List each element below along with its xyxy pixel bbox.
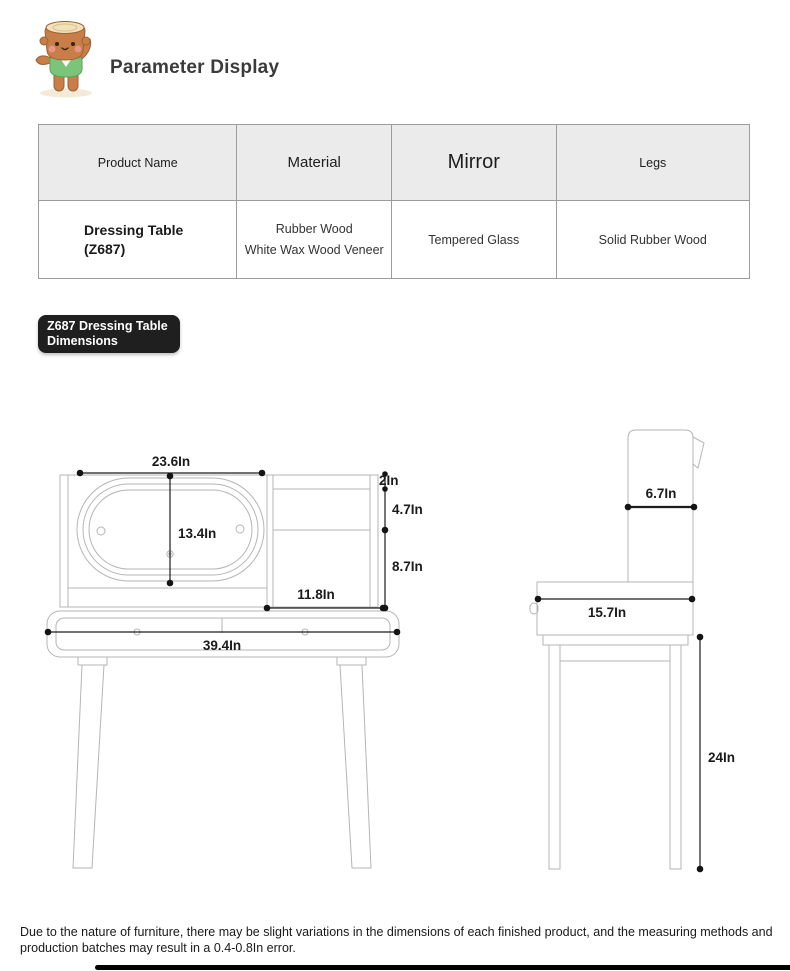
dim-overall-width: 39.4In [202,638,242,653]
disclaimer-line2: production batches may result in a 0.4-0.8In error. [20,941,296,955]
front-view-dimensions [45,454,423,653]
col-header-mirror: Mirror [392,125,557,201]
cell-legs: Solid Rubber Wood [557,201,749,278]
side-view [530,430,704,869]
leg-mount-right [337,657,366,665]
col-header-material: Material [237,125,392,201]
side-view-dimensions [535,486,735,872]
side-leg-right [670,645,681,869]
cell-product-name [39,201,237,278]
dim-shelf-width: 11.8In [297,587,335,602]
dim-upper-shelf: 4.7In [392,502,423,517]
side-leg-left [549,645,560,869]
material-line1: Rubber Wood [275,221,353,236]
dim-mirror-height: 13.4In [178,526,217,541]
dim-lower-shelf: 8.7In [392,559,423,574]
tree-stump-mascot-icon [30,13,100,99]
spec-table [38,124,750,279]
dim-mirror-depth: 6.7In [645,486,677,501]
mirror-knob-right [236,525,244,533]
dim-top-gap: 2In [379,473,399,488]
disclaimer-text [20,924,773,956]
badge-line2: Dimensions [47,333,118,348]
material-line2: White Wax Wood Veneer [244,242,384,257]
disclaimer-line1: Due to the nature of furniture, there may be slight variations in the dimensions of each finished product, and the measuring methods and [20,925,773,939]
col-header-legs: Legs [557,125,749,201]
product-name-line1: Dressing Table [84,221,184,238]
badge-line1: Z687 Dressing Table [47,319,168,333]
leg-mount-left [78,657,107,665]
dim-leg-height: 24In [708,750,736,765]
mirror-knob-left [97,527,105,535]
dim-top-depth: 15.7In [587,605,627,620]
cell-mirror: Tempered Glass [392,201,557,278]
apron [543,635,688,645]
page-title: Parameter Display [110,57,280,78]
support-flap [693,437,704,468]
dim-mirror-width: 23.6In [151,454,191,469]
front-leg-left [73,665,104,868]
front-view [47,475,399,868]
bottom-bar [95,965,790,970]
dimensions-badge [38,315,180,353]
front-leg-right [340,665,371,868]
dimension-diagram [0,370,790,915]
col-header-product-name: Product Name [39,125,237,201]
product-name-line2: (Z687) [84,240,126,257]
cell-material [237,201,392,278]
